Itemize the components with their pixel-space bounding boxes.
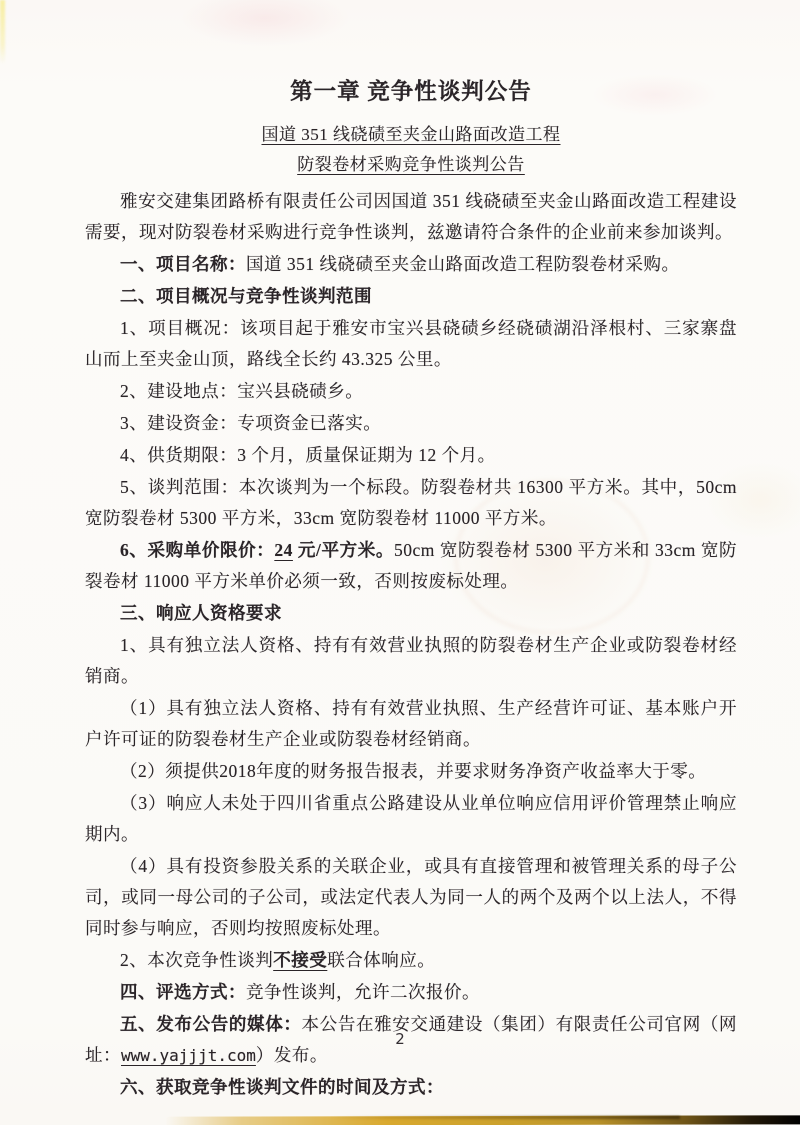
- text-segment: （4）具有投资参股关系的关联企业，或具有直接管理和被管理关系的母子公司，或同一母公司的子公司，或法定代表人为同一人的两个及两个以上法人，不得同时参与响应，否则均按照废标处理。: [85, 856, 737, 938]
- text-segment: 防裂卷材采购竞争性谈判公告: [297, 155, 525, 174]
- chapter-subtitle: [85, 150, 737, 180]
- text-segment: 24: [274, 540, 293, 560]
- text-segment: 六、获取竞争性谈判文件的时间及方式：: [120, 1077, 444, 1097]
- paragraph: [85, 945, 737, 976]
- text-segment: 一、项目名称：: [120, 254, 246, 274]
- text-segment: 第一章 竞争性谈判公告: [290, 79, 532, 104]
- paragraph: [85, 756, 737, 787]
- text-segment: （2）须提供2018年度的财务报告报表，并要求财务净资产收益率大于零。: [120, 761, 707, 781]
- text-segment: 二、项目概况与竞争性谈判范围: [120, 286, 372, 306]
- paragraph: [85, 313, 737, 375]
- scan-artifact-bottom-strip-shadow: [330, 1116, 680, 1119]
- text-segment: 3、建设资金：专项资金已落实。: [120, 413, 382, 433]
- text-segment: 联合体响应。: [327, 950, 436, 970]
- text-segment: （3）响应人未处于四川省重点公路建设从业单位响应信用评价管理禁止响应期内。: [85, 793, 737, 844]
- text-segment: 2、本次竞争性谈判: [120, 950, 274, 970]
- paragraph: [85, 249, 737, 280]
- paragraph: [85, 598, 737, 629]
- chapter-title: [85, 76, 737, 108]
- text-segment: 2、建设地点：宝兴县硗碛乡。: [120, 381, 364, 401]
- text-segment: 国道 351 线硗碛至夹金山路面改造工程: [261, 125, 561, 144]
- text-segment: 五、发布公告的媒体：: [120, 1014, 302, 1034]
- text-segment: ）发布。: [255, 1045, 328, 1065]
- chapter-subtitle: [85, 120, 737, 150]
- text-segment: （1）具有独立法人资格、持有有效营业执照、生产经营许可证、基本账户开户许可证的防裂卷材生产企业或防裂卷材经销商。: [85, 698, 737, 749]
- paragraph: [85, 535, 737, 597]
- text-segment: 1、项目概况：该项目起于雅安市宝兴县硗碛乡经硗碛湖沿泽根村、三家寨盘山而上至夹金山顶，路线全长约 43.325 公里。: [85, 318, 737, 369]
- paragraph: [85, 788, 737, 850]
- paragraph: [85, 851, 737, 944]
- text-segment: 6、采购单价限价：: [120, 540, 275, 560]
- text-segment: 5、谈判范围：本次谈判为一个标段。防裂卷材共 16300 平方米。其中，50cm 宽防裂卷材 5300 平方米，33cm 宽防裂卷材 11000 平方米。: [85, 477, 737, 528]
- text-segment: 4、供货期限：3 个月，质量保证期为 12 个月。: [120, 445, 496, 465]
- text-segment: 50cm 宽防裂卷材 5300 平方米和 33cm 宽防裂卷材 11000 平方米单价必须一致，否则按废标处理。: [85, 540, 737, 591]
- url-text: www.yajjjt.com: [121, 1046, 256, 1065]
- paragraph: [85, 408, 737, 439]
- paragraph: [85, 977, 737, 1008]
- page-number: 2: [395, 1030, 405, 1048]
- paragraph: [85, 186, 737, 248]
- paragraph: [85, 1072, 737, 1103]
- paragraph: [85, 472, 737, 534]
- paragraph: [85, 630, 737, 692]
- text-segment: 元/平方米。: [292, 540, 394, 560]
- text-segment: 三、响应人资格要求: [120, 603, 282, 623]
- text-segment: 国道 351 线硗碛至夹金山路面改造工程防裂卷材采购。: [246, 254, 680, 274]
- text-segment: 竞争性谈判，允许二次报价。: [246, 982, 480, 1002]
- text-segment: 雅安交建集团路桥有限责任公司因国道 351 线硗碛至夹金山路面改造工程建设需要，现对防裂卷材采购进行竞争性谈判，兹邀请符合条件的企业前来参加谈判。: [85, 191, 737, 242]
- paragraph: [85, 440, 737, 471]
- paragraph: [85, 376, 737, 407]
- paragraph: [85, 281, 737, 312]
- text-segment: 本公告在雅安交通建设（集团）有限责任公司官网（网址：: [85, 1014, 737, 1065]
- text-segment: 不接受: [273, 950, 328, 970]
- text-segment: 四、评选方式：: [120, 982, 246, 1002]
- text-segment: 1、具有独立法人资格、持有有效营业执照的防裂卷材生产企业或防裂卷材经销商。: [85, 635, 737, 686]
- paragraph: [85, 693, 737, 755]
